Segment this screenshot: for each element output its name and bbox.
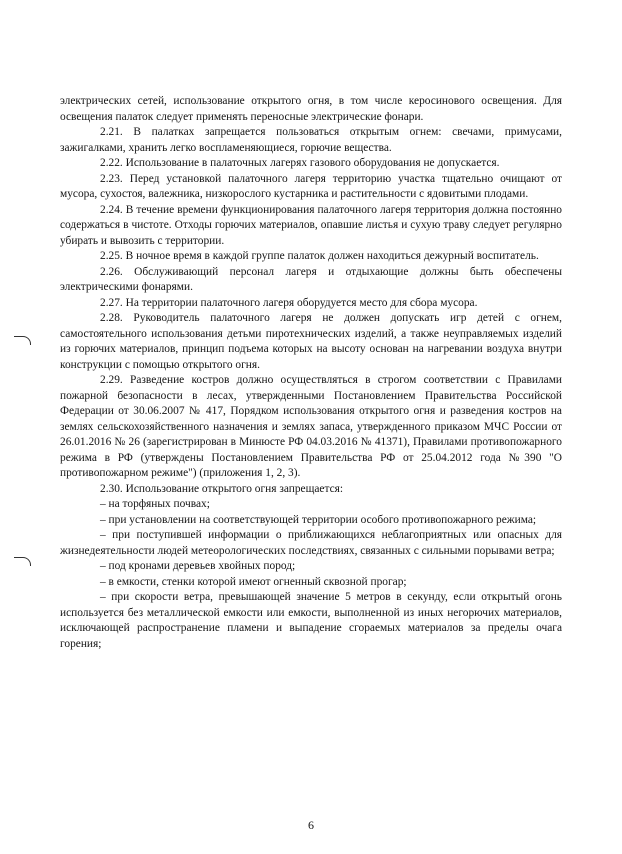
list-item: – при поступившей информации о приближающихся неблагоприятных или опасных для жизнедеятельности людей метеорологических последствиях, связанных с сильными порывами ветра; [60,529,562,557]
paragraph: 2.22. Использование в палаточных лагерях газового оборудования не допускается. [100,157,500,169]
paragraph: 2.28. Руководитель палаточного лагеря не должен допускать игр детей с огнем, самостоятельного использования детьми пиротехнических изделий, а также неуправляемых изделий из горючих материалов, принцип подъема которых на высоту основан на нагревании воздуха внутри конструкции с помощью открытого огня. [60,312,562,371]
document-body [60,94,562,652]
list-item: – в емкости, стенки которой имеют огненный сквозной прогар; [100,575,407,588]
margin-mark [14,557,31,566]
paragraph: 2.26. Обслуживающий персонал лагеря и отдыхающие должны быть обеспечены электрическими фонарями. [60,265,562,293]
paragraph: 2.24. В течение времени функционирования палаточного лагеря территория должна постоянно содержаться в чистоте. Отходы горючих материалов, опавшие листья и сухую траву следует регулярно убирать и вывозить с территории. [60,203,562,247]
paragraph: 2.29. Разведение костров должно осуществляться в строгом соответствии с Правилами пожарной безопасности в лесах, утвержденными Постановлением Правительства Российской Федерации от 30.06.2007 № 417, Порядком использования открытого огня и разведения костров на землях сельскохозяйственного назначения и землях запаса, утвержденного приказом МЧС России от 26.01.2016 № 26 (зарегистрирован в Минюсте РФ 04.03.2016 № 41371), Правилами противопожарного режима в РФ (утверждены Постановлением Правительства РФ от 25.04.2012 года №390 "О противопожарном режиме") (приложения 1, 2, 3). [60,374,562,479]
paragraph: 2.21. В палатках запрещается пользоваться открытым огнем: свечами, примусами, зажигалками, хранить легко воспламеняющиеся, горючие вещества. [60,126,562,154]
list-item: – при скорости ветра, превышающей значение 5 метров в секунду, если открытый огонь используется без металлической емкости или емкости, выполненной из иных негорючих материалов, исключающей распространение пламени и выпадение сгораемых материалов за пределы очага горения; [60,591,562,650]
paragraph: 2.23. Перед установкой палаточного лагеря территорию участка тщательно очищают от мусора, сухостоя, валежника, низкорослого кустарника и растительности с ядовитыми плодами. [60,172,562,200]
margin-mark [14,336,31,345]
paragraph: 2.27. На территории палаточного лагеря оборудуется место для сбора мусора. [100,296,478,309]
list-item: – при установлении на соответствующей территории особого противопожарного режима; [100,513,537,526]
paragraph: 2.30. Использование открытого огня запрещается: [100,482,344,495]
paragraph: 2.25. В ночное время в каждой группе палаток должен находиться дежурный воспитатель. [100,250,539,262]
paragraph: электрических сетей, использование открытого огня, в том числе керосинового освещения. Для освещения палаток следует применять переносные электрические фонари. [60,95,562,123]
page-number: 6 [308,818,314,832]
list-item: – на торфяных почвах; [100,498,210,510]
list-item: – под кронами деревьев хвойных пород; [100,560,296,572]
